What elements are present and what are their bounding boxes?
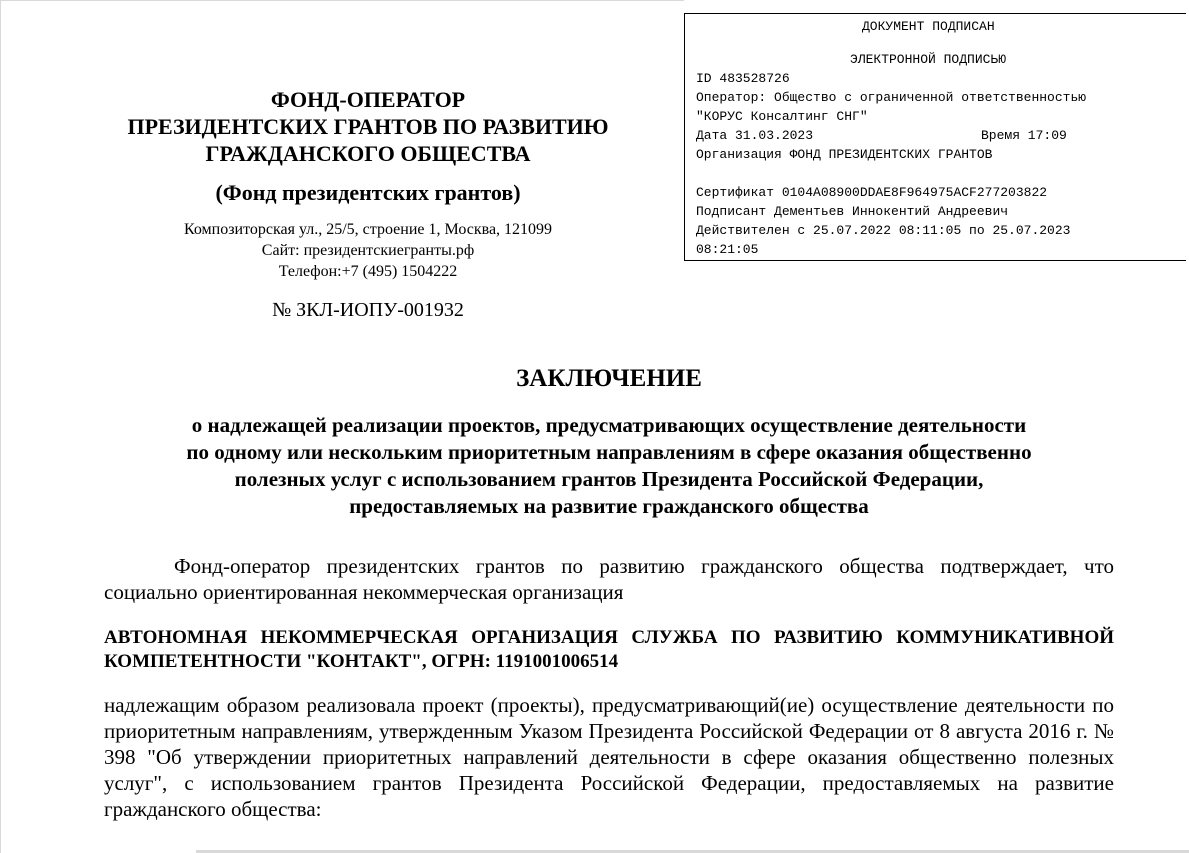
signature-datetime: [696, 126, 1178, 145]
intro-paragraph: Фонд-оператор президентских грантов по развитию гражданского общества подтверждает, что социально ориентированная некоммерческая организация: [104, 554, 1114, 604]
subtitle-line: предоставляемых на развитие гражданского общества: [349, 494, 869, 518]
subtitle-line: по одному или нескольким приоритетным направлениям в сфере оказания общественно: [186, 440, 1032, 464]
subtitle-line: о надлежащей реализации проектов, предусматривающих осуществление деятельности: [191, 413, 1027, 437]
document-number: № ЗКЛ-ИОПУ-001932: [272, 299, 464, 321]
fund-name: [60, 86, 676, 167]
signature-date: Дата 31.03.2023: [696, 128, 814, 143]
document-title: ЗАКЛЮЧЕНИЕ: [516, 365, 702, 392]
address: Композиторская ул., 25/5, строение 1, Москва, 121099: [183, 221, 553, 238]
signature-id: ID 483528726: [696, 71, 790, 86]
page-edge-left: [0, 0, 1, 853]
signature-validity: Действителен с 25.07.2022 08:11:05 по 25.07.2023: [696, 223, 1071, 238]
signature-spacer: [696, 164, 1178, 183]
signature-subtitle: ЭЛЕКТРОННОЙ ПОДПИСЬЮ: [850, 52, 1007, 67]
page-edge-top: [0, 0, 684, 1]
organization-name: АВТОНОМНАЯ НЕКОММЕРЧЕСКАЯ ОРГАНИЗАЦИЯ СЛУЖБА ПО РАЗВИТИЮ КОММУНИКАТИВНОЙ КОМПЕТЕНТНОСТИ "КОНТАКТ", ОГРН: 1191001006514: [104, 627, 1114, 672]
contact-info: [60, 219, 676, 282]
signature-signer: Подписант Дементьев Иннокентий Андреевич: [696, 204, 1009, 219]
signature-organization: Организация ФОНД ПРЕЗИДЕНТСКИХ ГРАНТОВ: [696, 147, 993, 162]
letterhead: [60, 86, 676, 322]
document-subtitle: [104, 412, 1114, 520]
fund-name-line: ПРЕЗИДЕНТСКИХ ГРАНТОВ ПО РАЗВИТИЮ: [127, 114, 609, 139]
body-paragraph: надлежащим образом реализовала проект (проекты), предусматривающий(ие) осуществление деятельности по приоритетным направлениям, утвержденным Указом Президента Российской Федерации от 8 августа 2016 г. № 398 "Об утверждении приоритетных направлений деятельности в сфере оказания общественно полезных услуг", с использованием грантов Президента Российской Федерации, предоставляемых на развитие гражданского общества:: [104, 693, 1114, 821]
electronic-signature-stamp: [684, 13, 1186, 261]
signature-operator: Оператор: Общество с ограниченной ответственностью: [696, 90, 1087, 105]
signature-operator-name: "КОРУС Консалтинг СНГ": [696, 109, 868, 124]
fund-name-line: ФОНД-ОПЕРАТОР: [270, 87, 466, 112]
fund-name-line: ГРАЖДАНСКОГО ОБЩЕСТВА: [205, 141, 531, 166]
fund-short-name: (Фонд президентских грантов): [215, 180, 521, 205]
signature-certificate: Сертификат 0104A08900DDAE8F964975ACF277203822: [696, 185, 1048, 200]
subtitle-line: полезных услуг с использованием грантов Президента Российской Федерации,: [234, 467, 984, 491]
signature-title: ДОКУМЕНТ ПОДПИСАН: [862, 19, 995, 34]
website: Сайт: президентскиегранты.рф: [261, 242, 475, 259]
phone: Телефон:+7 (495) 1504222: [278, 263, 458, 280]
signature-validity-end: 08:21:05: [696, 242, 759, 257]
signature-time: Время 17:09: [981, 128, 1067, 143]
